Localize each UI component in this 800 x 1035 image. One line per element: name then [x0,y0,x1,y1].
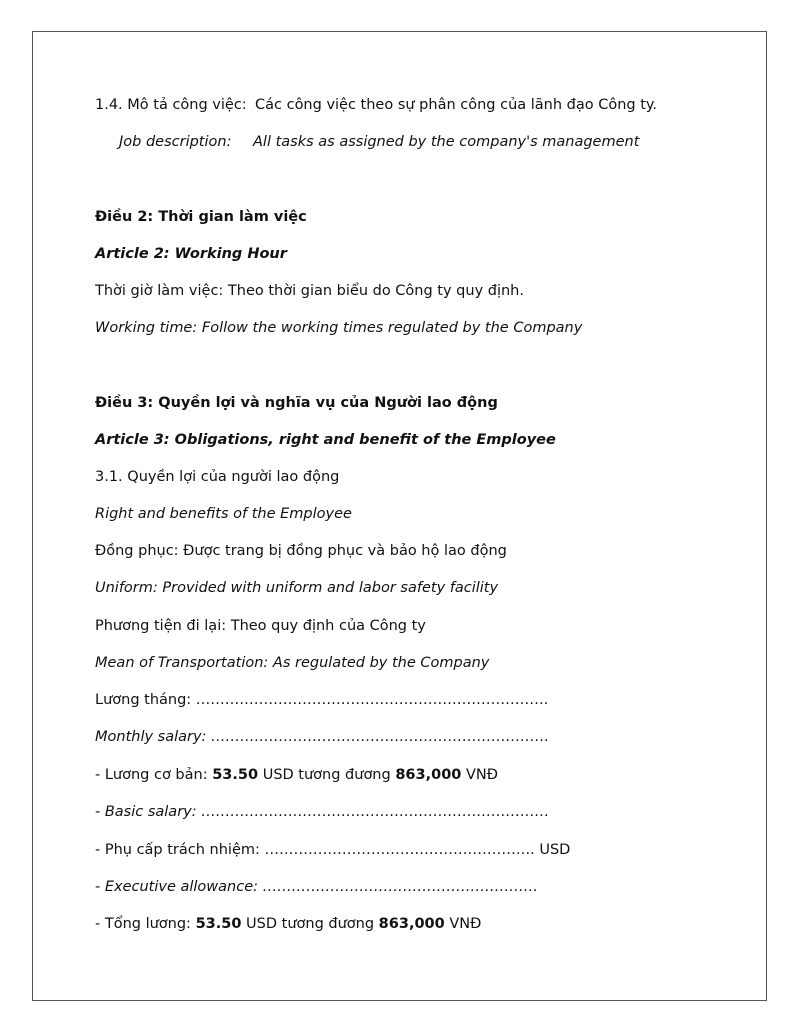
basic-salary-usd: 53.50 [212,767,259,783]
job-description-vi-label: 1.4. Mô tả công việc: [95,97,247,113]
transport-vi: Phương tiện đi lại: Theo quy định của Công ty [95,618,426,634]
total-salary-usd: 53.50 [195,916,242,932]
working-time-en: Working time: Follow the working times regulated by the Company [95,320,583,336]
job-description-en-text: All tasks as assigned by the company's management [253,134,640,150]
article-3-title-en: Article 3: Obligations, right and benefit of the Employee [95,432,556,448]
total-salary-vi-suffix: VNĐ [444,916,482,932]
job-description-vi-text: Các công việc theo sự phân công của lãnh đạo Công ty. [255,97,658,113]
total-salary-vi-mid: USD tương đương [241,916,379,932]
transport-en: Mean of Transportation: As regulated by the Company [95,655,490,671]
article-2-title-en: Article 2: Working Hour [95,246,287,262]
working-time-vi: Thời giờ làm việc: Theo thời gian biểu do Công ty quy định. [95,283,524,299]
job-description-vi [95,96,657,114]
uniform-en: Uniform: Provided with uniform and labor safety facility [95,580,499,596]
monthly-salary-en: Monthly salary: ……………………………………………………………. [95,729,550,745]
total-salary-vi-prefix: - Tổng lương: [95,916,196,932]
basic-salary-vi [95,766,498,784]
job-description-en-label: Job description: [119,134,232,150]
total-salary-vi [95,915,481,933]
executive-allowance-en: - Executive allowance: ………………………………………………… [95,879,539,895]
basic-salary-vi-mid: USD tương đương [258,767,396,783]
total-salary-vnd: 863,000 [378,916,445,932]
basic-salary-en: - Basic salary: ……………………………………………………………… [95,804,550,820]
article-3-title-vi: Điều 3: Quyền lợi và nghĩa vụ của Người lao động [95,395,498,411]
basic-salary-vi-suffix: VNĐ [461,767,498,783]
basic-salary-vi-prefix: - Lương cơ bản: [95,767,213,783]
employee-rights-en: Right and benefits of the Employee [95,506,352,522]
uniform-vi: Đồng phục: Được trang bị đồng phục và bảo hộ lao động [95,543,507,559]
employee-rights-vi: 3.1. Quyền lợi của người lao động [95,469,340,485]
job-description-en [119,133,639,151]
responsibility-allowance-vi: - Phụ cấp trách nhiệm: ……………………………………………….. USD [95,842,571,858]
article-2-title-vi: Điều 2: Thời gian làm việc [95,209,307,225]
monthly-salary-vi: Lương tháng: ………………………………………………………………. [95,692,549,708]
basic-salary-vnd: 863,000 [395,767,462,783]
